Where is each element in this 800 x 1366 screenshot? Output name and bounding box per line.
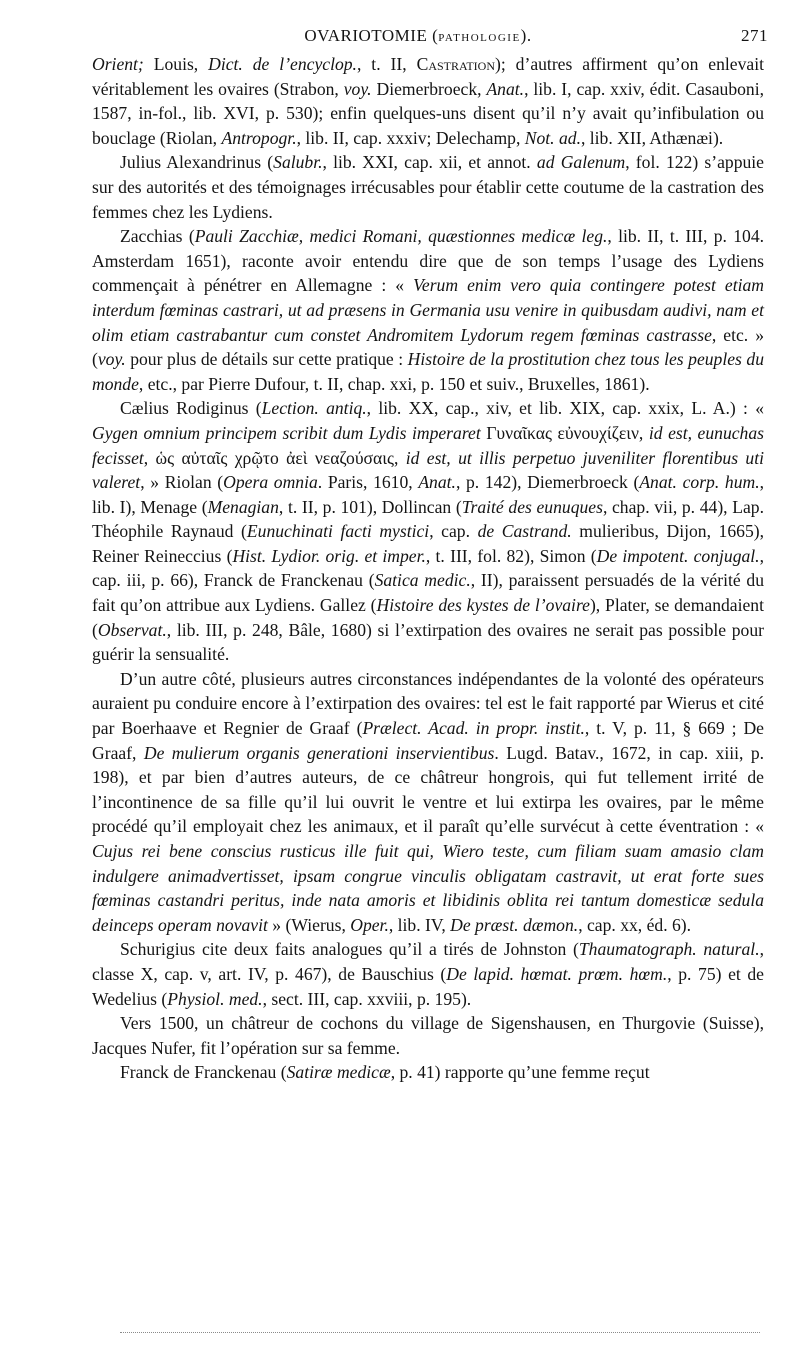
text-run: , chap. vii, p. 44), Lap. Théophile Raynaud ( [92, 496, 764, 542]
text-run: Zacchias ( [120, 226, 195, 247]
italic-run: Antropogr. [221, 127, 297, 148]
italic-run: Satica medic. [374, 570, 471, 591]
paragraph [92, 937, 764, 1011]
italic-run: Hist. Lydior. orig. et imper. [232, 545, 426, 566]
text-run: ); d’autres affirment qu’on enlevait véritablement les ovaires (Strabon, [92, 54, 764, 99]
text-run: , » Riolan ( [140, 472, 224, 493]
paragraph [92, 224, 764, 396]
text-run: , t. II, p. 101), Dollincan ( [278, 496, 462, 517]
text-run: , lib. I), Menage ( [92, 472, 765, 517]
text-run: , p. 41) rapporte qu’une femme reçut [390, 1062, 650, 1083]
paragraph [92, 667, 764, 938]
text-run: , lib. I, cap. xxiv, édit. Casauboni, 1587, in-fol., lib. XVI, p. 530); enfin quelques-uns disent qu’il n’y avait qu’infibulation ou bouclage (Riolan, [92, 78, 764, 148]
italic-run: Lection. antiq. [261, 398, 367, 419]
italic-run: voy. [97, 349, 126, 370]
italic-run: Observat. [97, 619, 167, 640]
paragraph [92, 396, 764, 667]
italic-run: Anat. [418, 472, 456, 493]
running-title-section: PATHOLOGIE [438, 32, 521, 44]
text-run: Louis, [143, 54, 209, 74]
text-run: , t. V, p. 11, § 669 ; De Graaf, [92, 718, 764, 763]
italic-run: Traité des eunuques [461, 496, 603, 517]
italic-run: Thaumatograph. natural. [578, 939, 760, 960]
text-run: ), Plater, se demandaient ( [92, 595, 764, 640]
italic-run: Menagian [207, 496, 279, 517]
text-run: , cap. iii, p. 66), Franck de Franckenau ( [92, 545, 764, 591]
text-run: , lib. II, cap. xxxiv; Delechamp, [296, 127, 525, 148]
text-run: , lib. II, t. III, p. 104. Amsterdam 1651), raconte avoir entendu dire que de son temps l’usage des Lydiens commençait à pénétrer en Allemagne : « [92, 226, 765, 296]
italic-run: Prælect. Acad. in propr. instit. [362, 718, 585, 739]
text-run: . Lugd. Batav., 1672, in cap. xiii, p. 198), et par bien d’autres auteurs, de ce châtreur hongrois, qui fut tellement irrité de l’incontinence de sa fille qu’il lui ouvrit le ventre et lui extirpa les ovaires, par le même procédé qu’il employait chez les animaux, et il paraît qu’elle survécut à cette éventration : « [92, 742, 765, 837]
italic-run: Cujus rei bene conscius rusticus ille fuit qui, Wiero teste, cum filiam suam amasio clam indulgere animadvertisset, ipsam congrue vinculis obligatam castravit, ut erat forte sues fœminas castandri peritus, inde nata amoris et libidinis oblita rei tantum domesticæ sedula deinceps operam novavit [92, 841, 764, 935]
italic-run: Dict. de l’encyclop. [208, 54, 357, 74]
italic-run: Not. ad. [524, 127, 581, 148]
italic-run: Satiræ medicæ [286, 1062, 391, 1083]
text-run: , p. 75) et de Wedelius ( [92, 963, 764, 1009]
running-head [92, 26, 768, 52]
text-run: , t. II, [356, 54, 417, 74]
italic-run: Anat. corp. hum. [639, 472, 760, 493]
text-run: . Paris, 1610, [317, 472, 419, 493]
text-run: , lib. IV, [388, 914, 451, 935]
italic-run: Salubr. [273, 152, 323, 173]
paragraph [92, 150, 764, 224]
page-number: 271 [741, 26, 768, 45]
italic-run: De præst. dæmon. [450, 914, 579, 935]
italic-run: Eunuchinati facti mystici [246, 521, 430, 542]
italic-run: de Castrand. [477, 521, 572, 542]
text-run: Vers 1500, un châtreur de cochons du village de Sigenshausen, en Thurgovie (Suisse), Jacques Nufer, fit l’opération sur sa femme. [92, 1013, 764, 1058]
italic-run: Gygen omnium principem scribit dum Lydis imperaret [92, 422, 481, 443]
text-run: » (Wierus, [267, 914, 351, 935]
text-run: Franck de Franckenau ( [120, 1062, 287, 1083]
paragraph [92, 1060, 764, 1085]
text-run: D’un autre côté, plusieurs autres circonstances indépendantes de la volonté des opérateurs auraient pu conduire encore à l’extirpation des ovaires: tel est le fait rapporté par Wierus et cité par Boerhaave et Regnier de Graaf ( [92, 668, 764, 739]
text-run: , etc. » ( [92, 324, 764, 370]
text-run: Γυναῖκας εὐνουχίζειν, [480, 422, 649, 443]
italic-run: id est, eunuchas fecisset [92, 422, 764, 468]
italic-run: De impotent. conjugal. [596, 545, 760, 566]
italic-run: Physiol. med. [167, 988, 263, 1009]
text-run: Cælius Rodiginus ( [120, 398, 262, 419]
text-run: Julius Alexandrinus ( [120, 152, 274, 173]
text-run: , ὡς αὐταῖς χρῷτο ἀεὶ νεαζούσαις, [143, 447, 406, 468]
italic-run: Oper. [350, 914, 389, 935]
text-run: , fol. 122) s’appuie sur des autorités et des témoignages irrécusables pour établir cette coutume de la castration des femmes chez les Lydiens. [92, 152, 764, 222]
text-run: mulieribus, Dijon, 1665), Reiner Reineccius ( [92, 521, 764, 566]
running-title [92, 26, 764, 46]
running-title-main: OVARIOTOMIE ( [304, 26, 439, 45]
italic-run: Orient; [92, 54, 144, 74]
italic-run: ad Galenum [536, 152, 626, 173]
italic-run: Opera omnia [223, 472, 318, 493]
text-run: pour plus de détails sur cette pratique : [125, 349, 408, 370]
italic-run: Pauli Zacchiæ, medici Romani, quæstionnes medicæ leg. [194, 226, 608, 247]
italic-run: Histoire des kystes de l’ovaire [376, 595, 590, 616]
italic-run: id est, ut illis perpetuo juveniliter florentibus uti valeret [92, 447, 764, 493]
italic-run: Verum enim vero quia contingere potest etiam interdum fœminas castrari, ut ad præsens in Germania usu venire in quibusdam audivi, nam et olim etiam castrabantur cum constet Andromitem Lydorum regem fœminas castrasse [92, 275, 764, 345]
text-run: , cap. xx, éd. 6). [578, 914, 692, 935]
body-text [92, 52, 764, 1085]
italic-run: Histoire de la prostitution chez tous les peuples du monde [92, 349, 764, 394]
text-run: , cap. [429, 521, 478, 542]
page [92, 26, 768, 1085]
text-run: , classe X, cap. v, art. IV, p. 467), de Bauschius ( [92, 939, 765, 984]
text-run: , lib. XX, cap., xiv, et lib. XIX, cap. xxix, L. A.) : « [366, 398, 764, 419]
running-title-end: ). [520, 26, 532, 45]
smallcaps-run: Castration [416, 54, 495, 74]
text-run: , p. 142), Diemerbroeck ( [455, 472, 640, 493]
paragraph [92, 52, 764, 150]
paragraph [92, 1011, 764, 1060]
italic-run: Anat. [486, 78, 525, 99]
text-run: Diemerbroeck, [371, 78, 487, 99]
text-run: , sect. III, cap. xxviii, p. 195). [262, 988, 472, 1009]
text-run: , lib. XII, Athænæi). [580, 127, 724, 148]
text-run: , II), paraissent persuadés de la vérité du fait qu’on attribue aux Lydiens. Gallez ( [92, 570, 765, 616]
italic-run: voy. [343, 78, 372, 99]
italic-run: De mulierum organis generationi inservientibus [143, 742, 495, 763]
text-run: Schurigius cite deux faits analogues qu’il a tirés de Johnston ( [120, 939, 579, 960]
text-run: , t. III, fol. 82), Simon ( [425, 545, 597, 566]
footer-rule [120, 1332, 760, 1333]
text-run: , etc., par Pierre Dufour, t. II, chap. xxi, p. 150 et suiv., Bruxelles, 1861). [138, 373, 650, 394]
text-run: , lib. XXI, cap. xii, et annot. [322, 152, 537, 173]
text-run: , lib. III, p. 248, Bâle, 1680) si l’extirpation des ovaires ne serait pas possible pour guérir la sensualité. [92, 619, 764, 665]
italic-run: De lapid. hœmat. prœm. hœm. [446, 963, 668, 984]
